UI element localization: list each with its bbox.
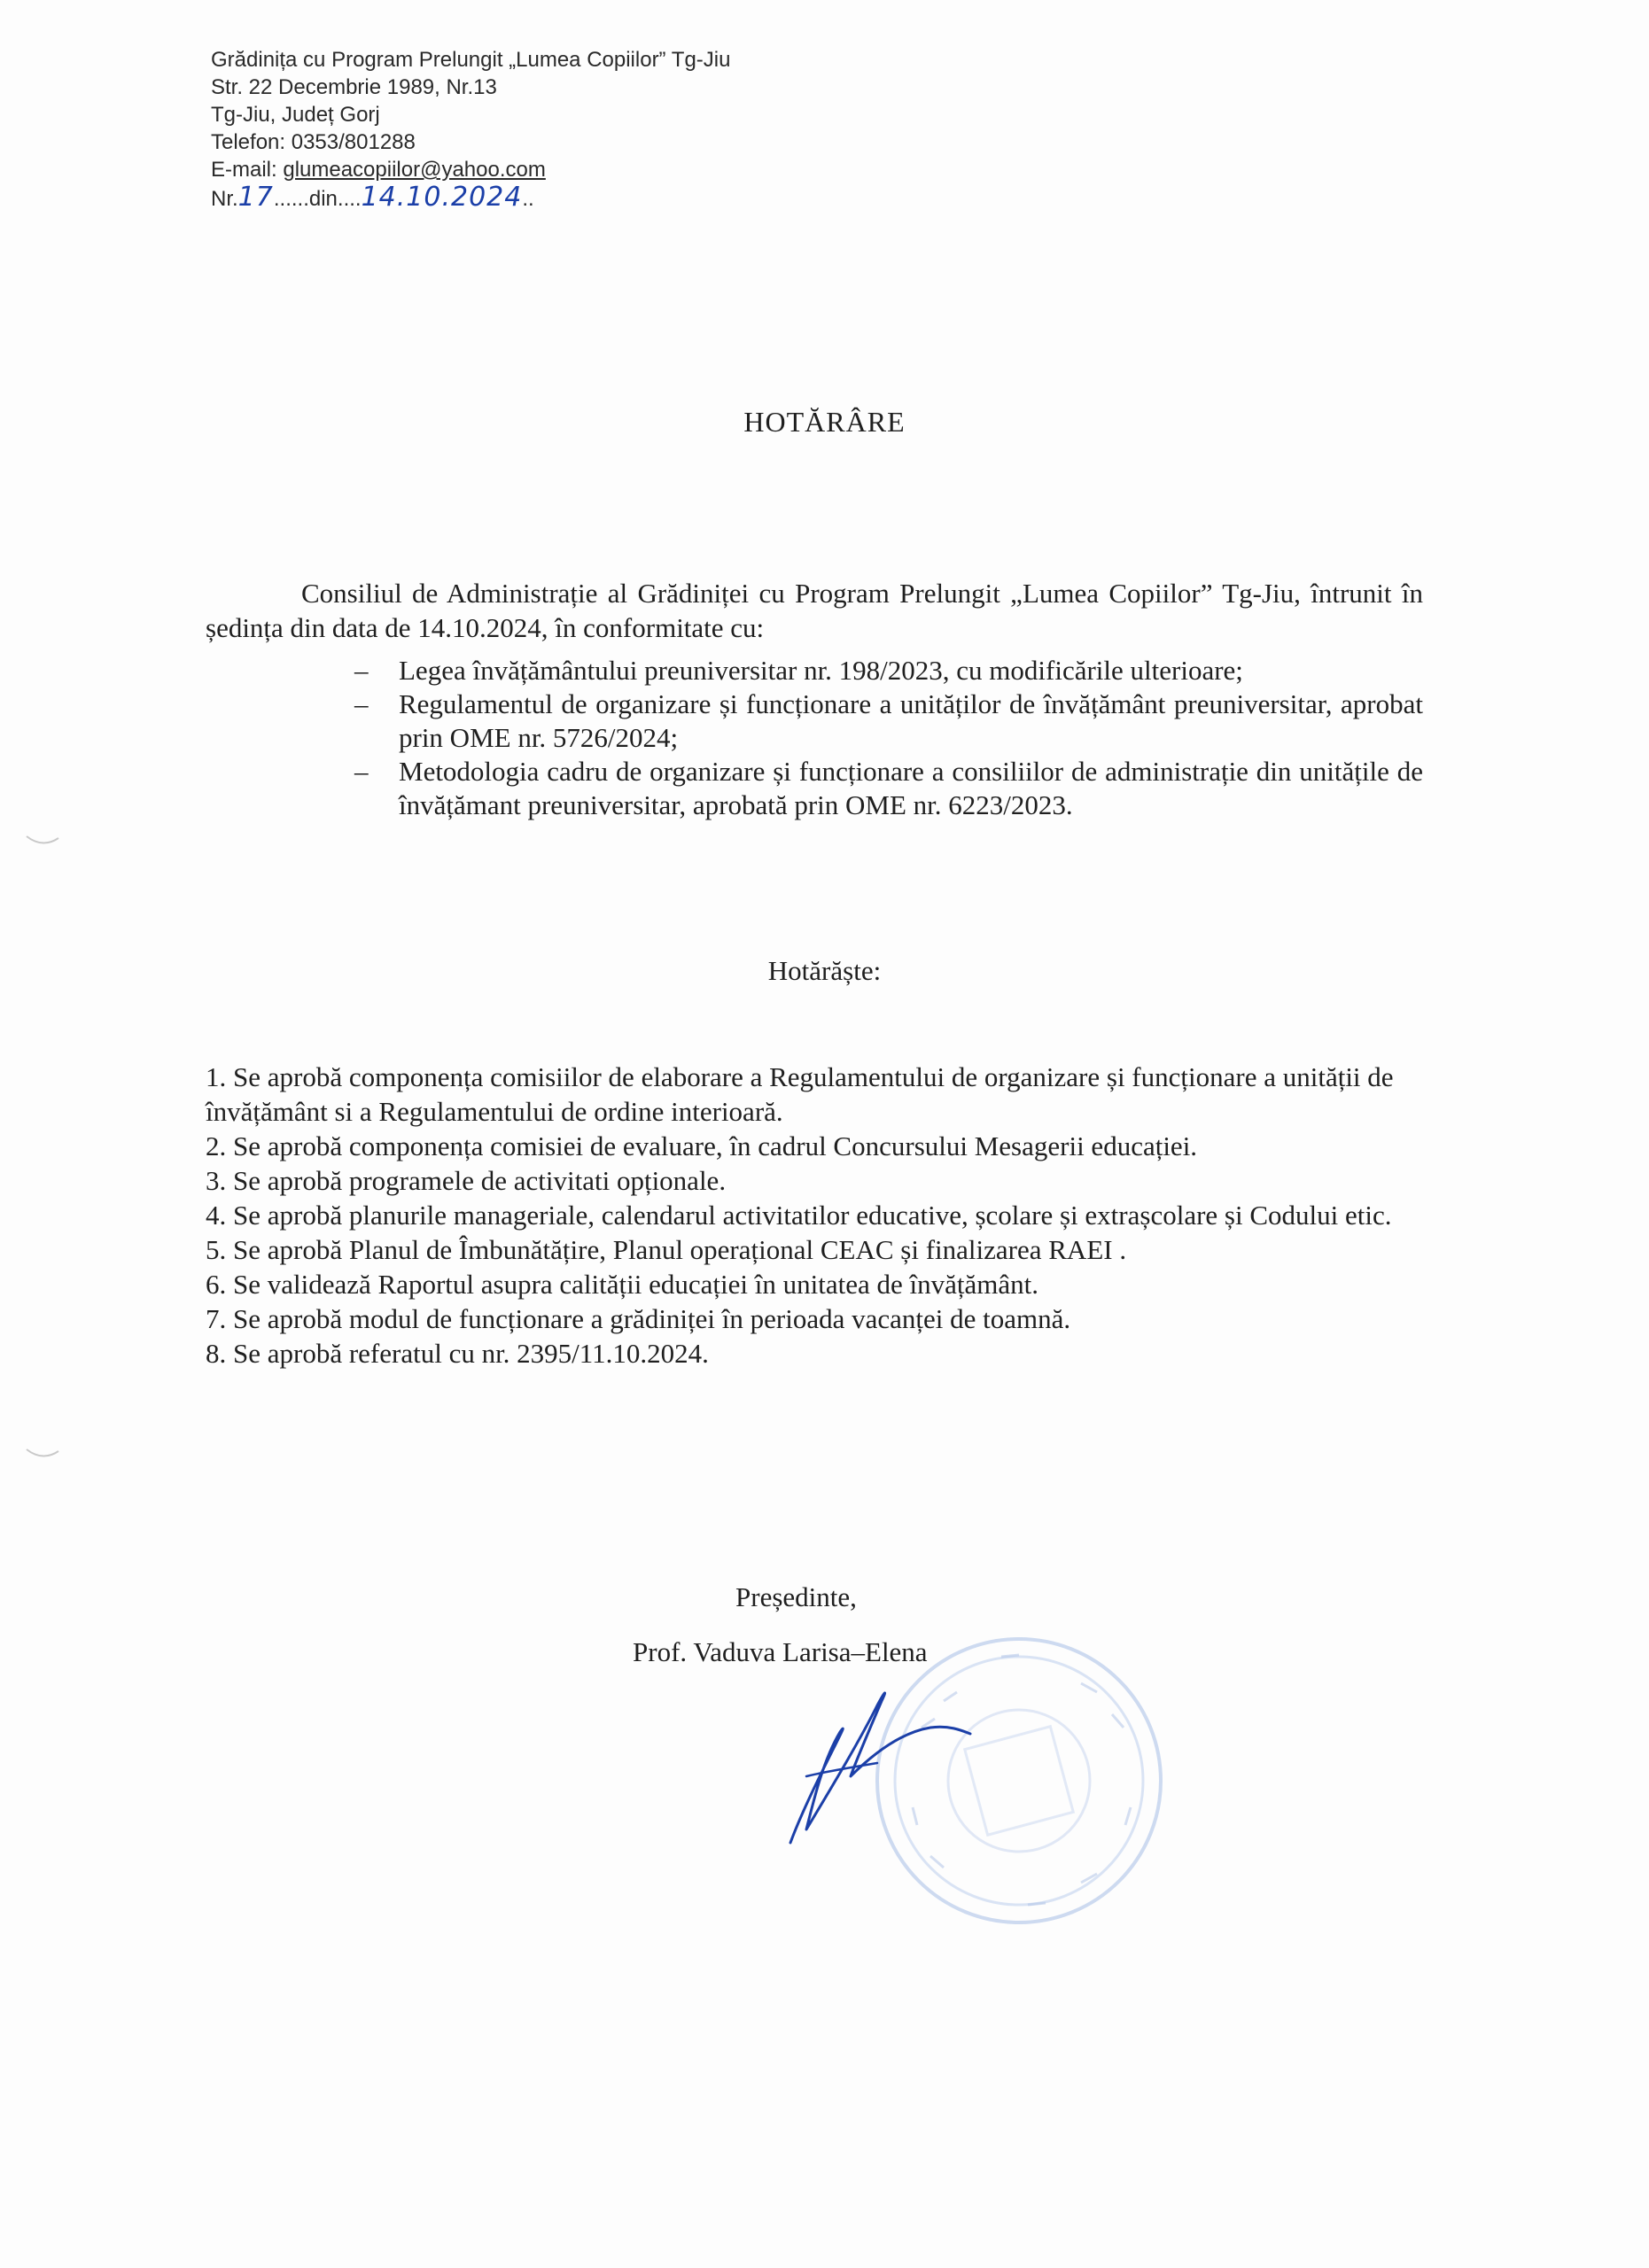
legal-basis-item: – Legea învățământului preuniversitar nr. 198/2023, cu modificările ulterioare; [354,655,1243,686]
email-label: E-mail: [211,158,284,182]
city-address: Tg-Jiu, Județ Gorj [211,103,380,127]
decisions-list [206,1060,1428,1371]
registration-line: Nr.17......din....14.10.2024.. [211,182,534,213]
decision-item: 6. Se validează Raportul asupra calității educației în unitatea de învățământ. [206,1269,1038,1300]
decision-item: 7. Se aprobă modul de funcționare a grădiniței în perioada vacanței de toamnă. [206,1303,1071,1334]
decision-item: 3. Se aprobă programele de activitati opționale. [206,1165,727,1196]
decision-item: 2. Se aprobă componența comisiei de evaluare, în cadrul Concursului Mesagerii educației. [206,1130,1198,1161]
decision-item: 5. Se aprobă Planul de Îmbunătățire, Planul operațional CEAC și finalizarea RAEI . [206,1234,1127,1265]
email-line [211,156,831,183]
letterhead [211,46,831,213]
document-title: HOTĂRÂRE [743,406,906,438]
phone-number: Telefon: 0353/801288 [211,130,416,154]
decision-item: 1. Se aprobă componența comisiilor de elaborare a Regulamentului de organizare și funcționare a unității de învățământ si a Regulamentului de ordine interioară. [206,1061,1394,1127]
legal-basis-list [354,654,1423,822]
intro-paragraph [206,576,1423,645]
legal-basis-item: – Regulamentul de organizare și funcționare a unităților de învățământ preuniversitar, aprobat prin OME nr. 5726/2024; [354,688,1423,753]
institution-name: Grădinița cu Program Prelungit „Lumea Copiilor” Tg-Jiu [211,48,731,72]
registration-number: 17 [237,182,274,213]
nr-label: Nr. [211,187,238,211]
decides-heading: Hotărăște: [767,955,882,986]
registration-date: 14.10.2024 [361,182,523,213]
email-value: glumeacopiilor@yahoo.com [283,158,546,182]
legal-basis-item: – Metodologia cadru de organizare și funcționare a consiliilor de administrație din unitățile de învățămant preuniversitar, aprobată prin OME nr. 6223/2023. [354,756,1423,820]
scan-mark [25,833,60,850]
intro-text: Consiliul de Administrație al Grădiniței cu Program Prelungit „Lumea Copiilor” Tg-Jiu, întrunit în ședința din data de 14.10.2024, în conformitate cu: [206,578,1423,643]
signatory-name: Prof. Vaduva Larisa–Elena [633,1636,928,1667]
handwritten-signature [771,1679,975,1856]
signatory-role: Președinte, [735,1581,857,1612]
street-address: Str. 22 Decembrie 1989, Nr.13 [211,75,497,99]
scan-mark [25,1446,60,1464]
din-label: din [308,187,338,211]
decision-item: 4. Se aprobă planurile manageriale, calendarul activitatilor educative, școlare și extrașcolare și Codului etic. [206,1200,1392,1231]
decision-item: 8. Se aprobă referatul cu nr. 2395/11.10.2024. [206,1338,709,1369]
